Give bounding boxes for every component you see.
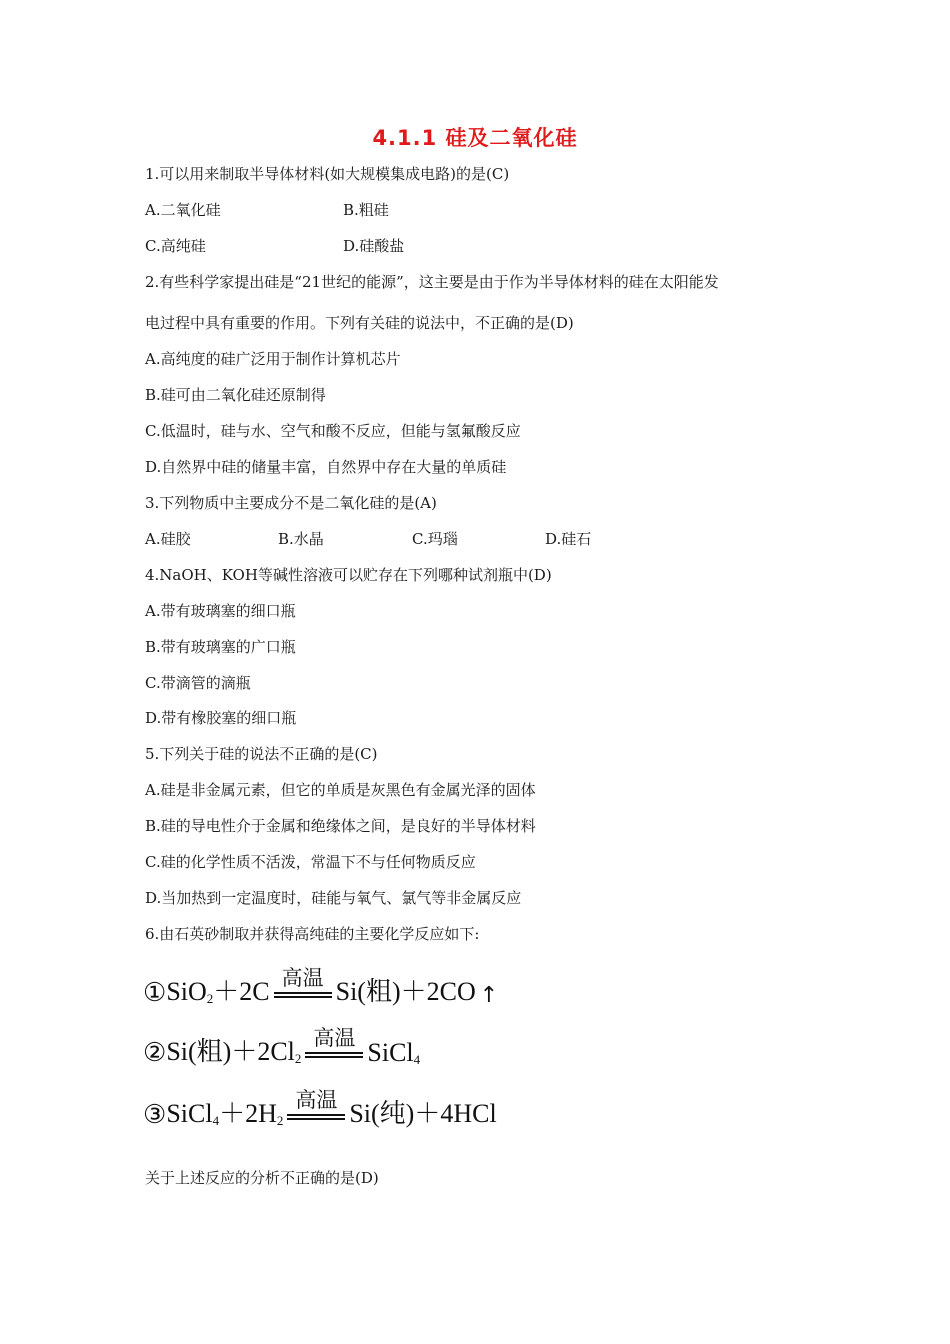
q4-option-c: C.带滴管的滴瓶 (145, 674, 251, 692)
q1-option-a: A.二氧化硅 (145, 201, 221, 219)
q6-tail: 关于上述反应的分析不正确的是(D) (145, 1169, 379, 1187)
equation-1-rhs: Si(粗)＋2CO (335, 977, 476, 1006)
q4-stem: 4.NaOH、KOH等碱性溶液可以贮存在下列哪种试剂瓶中(D) (145, 566, 552, 584)
q2-stem-line2: 电过程中具有重要的作用。下列有关硅的说法中，不正确的是(D) (145, 314, 574, 332)
reaction-condition-2 (303, 1022, 365, 1068)
reaction-condition-1 (272, 962, 334, 1008)
q3-option-c: C.玛瑙 (412, 530, 458, 548)
equation-3-rhs: Si(纯)＋4HCl (349, 1099, 497, 1128)
q2-option-b: B.硅可由二氧化硅还原制得 (145, 386, 326, 404)
q5-option-c: C.硅的化学性质不活泼，常温下不与任何物质反应 (145, 853, 476, 871)
equation-3-lhs: SiCl (166, 1099, 213, 1128)
q1-stem: 1.可以用来制取半导体材料(如大规模集成电路)的是(C) (145, 165, 510, 183)
equation-2-rhs-subscript: 4 (413, 1052, 421, 1067)
gas-arrow-icon: ↑ (479, 983, 499, 1008)
condition-label: 高温 (295, 1088, 338, 1112)
q5-option-d: D.当加热到一定温度时，硅能与氧气、氯气等非金属反应 (145, 889, 522, 907)
q3-option-a: A.硅胶 (145, 530, 191, 548)
equation-1-lhs-subscript: 2 (206, 991, 214, 1006)
q2-stem-line1: 2.有些科学家提出硅是“21世纪的能源”，这主要是由于作为半导体材料的硅在太阳能发 (145, 273, 719, 291)
q6-stem: 6.由石英砂制取并获得高纯硅的主要化学反应如下: (145, 925, 480, 943)
q2-option-a: A.高纯度的硅广泛用于制作计算机芯片 (145, 350, 401, 368)
q1-option-c: C.高纯硅 (145, 237, 206, 255)
equation-1-lhs: SiO (166, 977, 207, 1006)
equation-2-number: ② (143, 1038, 167, 1067)
condition-label: 高温 (313, 1026, 356, 1050)
reaction-condition-3 (285, 1084, 347, 1130)
equation-2-lhs-subscript: 2 (294, 1051, 302, 1066)
equation-1 (143, 962, 498, 1012)
q5-stem: 5.下列关于硅的说法不正确的是(C) (145, 745, 378, 763)
equation-3 (143, 1084, 497, 1134)
q5-option-a: A.硅是非金属元素，但它的单质是灰黑色有金属光泽的固体 (145, 781, 536, 799)
equation-1-number: ① (143, 978, 167, 1007)
q4-option-d: D.带有橡胶塞的细口瓶 (145, 709, 297, 727)
equation-2-rhs: SiCl (367, 1038, 414, 1067)
page-title: 4.1.1 硅及二氧化硅 (372, 126, 578, 150)
equation-1-lhs-rest: ＋2C (213, 977, 270, 1006)
q3-stem: 3.下列物质中主要成分不是二氧化硅的是(A) (145, 494, 437, 512)
equation-2 (143, 1022, 420, 1072)
q5-option-b: B.硅的导电性介于金属和绝缘体之间，是良好的半导体材料 (145, 817, 536, 835)
q1-option-d: D.硅酸盐 (343, 237, 405, 255)
q3-option-b: B.水晶 (278, 530, 324, 548)
equation-3-number: ③ (143, 1100, 167, 1129)
q2-option-c: C.低温时，硅与水、空气和酸不反应，但能与氢氟酸反应 (145, 422, 521, 440)
equation-3-lhs-subscript: 4 (212, 1113, 220, 1128)
q2-option-d: D.自然界中硅的储量丰富，自然界中存在大量的单质硅 (145, 458, 507, 476)
equation-3-lhs-subscript-2: 2 (276, 1113, 284, 1128)
q4-option-b: B.带有玻璃塞的广口瓶 (145, 638, 296, 656)
condition-label: 高温 (281, 966, 324, 990)
q4-option-a: A.带有玻璃塞的细口瓶 (145, 602, 296, 620)
equation-3-lhs-rest: ＋2H (219, 1099, 277, 1128)
q1-option-b: B.粗硅 (343, 201, 389, 219)
equation-2-lhs: Si(粗)＋2Cl (166, 1037, 295, 1066)
q3-option-d: D.硅石 (545, 530, 592, 548)
